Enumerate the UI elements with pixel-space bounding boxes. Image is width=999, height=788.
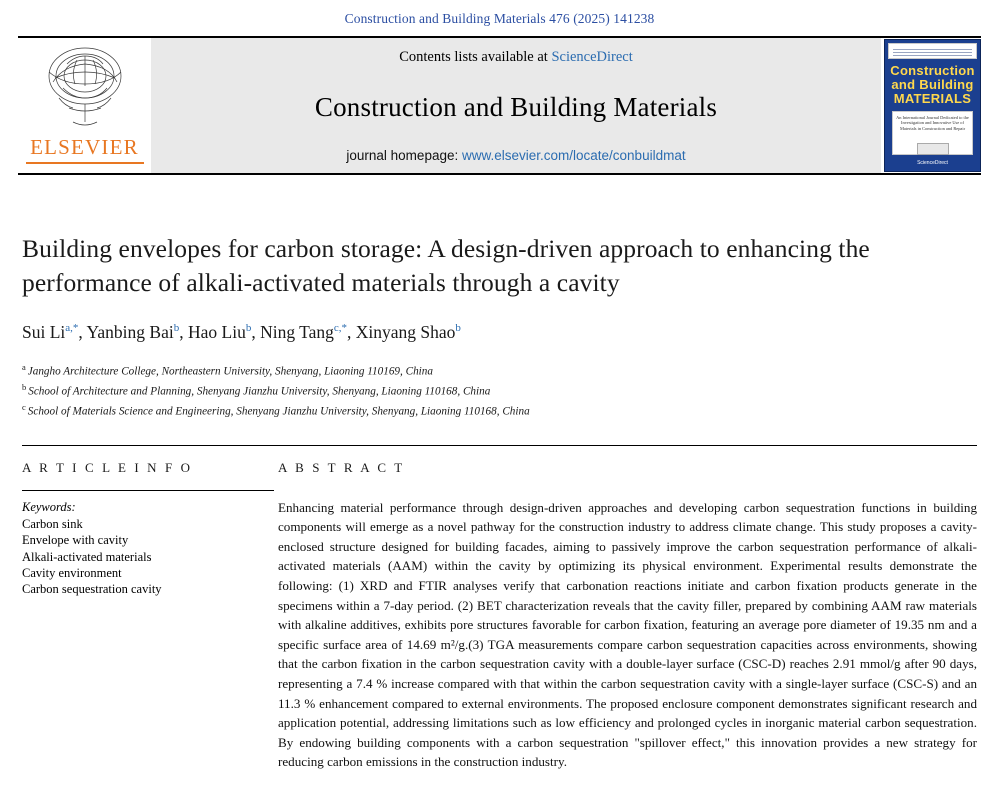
keywords-list bbox=[22, 516, 250, 598]
cover-title-line2: and Building bbox=[891, 77, 974, 92]
page-title: Building envelopes for carbon storage: A design-driven approach to enhancing the performance of alkali-activated materials through a cavity bbox=[22, 234, 870, 297]
masthead-center bbox=[151, 38, 881, 173]
abstract-heading: A B S T R A C T bbox=[278, 459, 405, 475]
abstract-text: Enhancing material performance through design-driven approaches and developing carbon sequestration functions in building components will emerge as a novel pathway for the construction industry to address climate change. This study proposes a cavity-enclosed structure designed for building facades, aiming to passively improve the carbon sequestration performance of alkali-activated materials (AAM) within the cavity by optimizing its physical environment. Experimental results demonstrate the following: (1) XRD and FTIR analyses verify that carbonation reactions initiate and carbon fixation products generate in the specimens within a 7-day period. (2) BET characterization reveals that the cavity filler, prepared by combining AAM raw materials with alkaline additives, exhibits pore structures favorable for carbon fixation, featuring an average pore diameter of 19.35 nm and a specific surface area of 14.69 m²/g.(3) TGA measurements compare carbon sequestration capacities across environments, showing that the carbon fixation in the carbon sequestration cavity with a double-layer surface (CSC-D) reaches 2.91 mmol/g after 90 days, representing a 7.4 % increase compared with that within the carbon sequestration cavity with a single-layer surface (CSC-S) and an 11.3 % enhancement compared to external environments. The proposed enclosure component demonstrates significant research and application potential, addressing limitations such as low efficiency and prolonged cycles in inorganic material carbon sequestration. By endowing building components with a carbon sequestration "spillover effect," this innovation provides a new strategy for reducing carbon emissions in the construction industry. bbox=[278, 499, 977, 770]
author-item[interactable] bbox=[356, 322, 461, 342]
affiliation-list bbox=[22, 360, 977, 421]
title-block bbox=[22, 232, 977, 421]
affiliation-item bbox=[22, 360, 977, 380]
contents-prefix: Contents lists available at bbox=[399, 49, 552, 65]
author-name: Yanbing Bai bbox=[86, 322, 174, 342]
journal-masthead bbox=[18, 36, 981, 175]
keyword-item: Carbon sink bbox=[22, 516, 83, 531]
elsevier-tree-icon bbox=[33, 42, 137, 134]
article-info-heading: A R T I C L E I N F O bbox=[22, 459, 193, 475]
author-name: Ning Tang bbox=[260, 322, 334, 342]
cover-title bbox=[885, 64, 980, 106]
cover-blurb: An International Journal Dedicated to the Investigation and Innovative Use of Materials in Construction and Repair bbox=[892, 111, 973, 155]
elsevier-wordmark: ELSEVIER bbox=[30, 135, 139, 159]
affiliation-item bbox=[22, 380, 977, 400]
section-divider bbox=[22, 445, 977, 446]
affiliation-text: School of Materials Science and Engineering, Shenyang Jianzhu University, Shenyang, Liaoning 110168, China bbox=[27, 406, 530, 419]
affiliation-text: Jangho Architecture College, Northeastern University, Shenyang, Liaoning 110169, China bbox=[27, 365, 433, 378]
elsevier-underline bbox=[26, 162, 144, 164]
affiliation-mark: c bbox=[22, 402, 26, 413]
keywords-divider bbox=[22, 490, 274, 491]
keyword-item: Alkali-activated materials bbox=[22, 549, 152, 564]
info-abstract-row bbox=[22, 460, 977, 772]
abstract-column bbox=[278, 460, 977, 772]
author-affiliation-mark: c,* bbox=[333, 322, 348, 335]
journal-cover-image bbox=[884, 39, 981, 172]
journal-cover-container bbox=[881, 38, 981, 173]
running-head: Construction and Building Materials 476 (2025) 141238 bbox=[344, 11, 655, 26]
homepage-line bbox=[346, 148, 685, 163]
cover-footer: ScienceDirect bbox=[917, 160, 948, 166]
homepage-prefix: journal homepage: bbox=[346, 148, 462, 163]
cover-title-line1: Construction bbox=[890, 63, 975, 78]
affiliation-mark: b bbox=[22, 382, 27, 393]
affiliation-item bbox=[22, 400, 977, 420]
author-item[interactable] bbox=[260, 322, 347, 342]
cover-title-line3: MATERIALS bbox=[893, 91, 972, 106]
author-affiliation-mark: b bbox=[173, 322, 180, 335]
author-affiliation-mark: b bbox=[245, 322, 252, 335]
author-item[interactable] bbox=[188, 322, 251, 342]
elsevier-logo bbox=[18, 38, 151, 173]
keywords-label: Keywords: bbox=[22, 499, 76, 514]
author-name: Hao Liu bbox=[187, 322, 246, 342]
author-name: Xinyang Shao bbox=[355, 322, 456, 342]
author-list: Sui $Li^{a,*}$, Yanbing Bai$^b$, Hao Liu$^b$, Ning Tang$^{c,*}$, Xinyang Shao$^b$ bbox=[22, 322, 461, 342]
author-item[interactable] bbox=[22, 322, 78, 342]
contents-line bbox=[399, 49, 633, 66]
journal-homepage-link[interactable]: www.elsevier.com/locate/conbuildmat bbox=[461, 148, 686, 163]
keyword-item: Carbon sequestration cavity bbox=[22, 582, 162, 597]
sciencedirect-link[interactable]: ScienceDirect bbox=[551, 49, 633, 65]
journal-title: Construction and Building Materials bbox=[314, 91, 718, 122]
affiliation-text: School of Architecture and Planning, Shenyang Jianzhu University, Shenyang, Liaoning 110168, China bbox=[28, 385, 491, 398]
cover-badge bbox=[917, 143, 949, 155]
author-affiliation-mark: a,* bbox=[65, 322, 79, 335]
author-affiliation-mark: b bbox=[455, 322, 461, 335]
author-name: Sui Li bbox=[22, 322, 66, 342]
keyword-item: Envelope with cavity bbox=[22, 533, 129, 548]
keyword-item: Cavity environment bbox=[22, 565, 122, 580]
affiliation-mark: a bbox=[22, 362, 26, 372]
cover-header-band bbox=[888, 43, 977, 59]
author-item[interactable] bbox=[87, 322, 180, 342]
article-info-column bbox=[22, 460, 278, 772]
